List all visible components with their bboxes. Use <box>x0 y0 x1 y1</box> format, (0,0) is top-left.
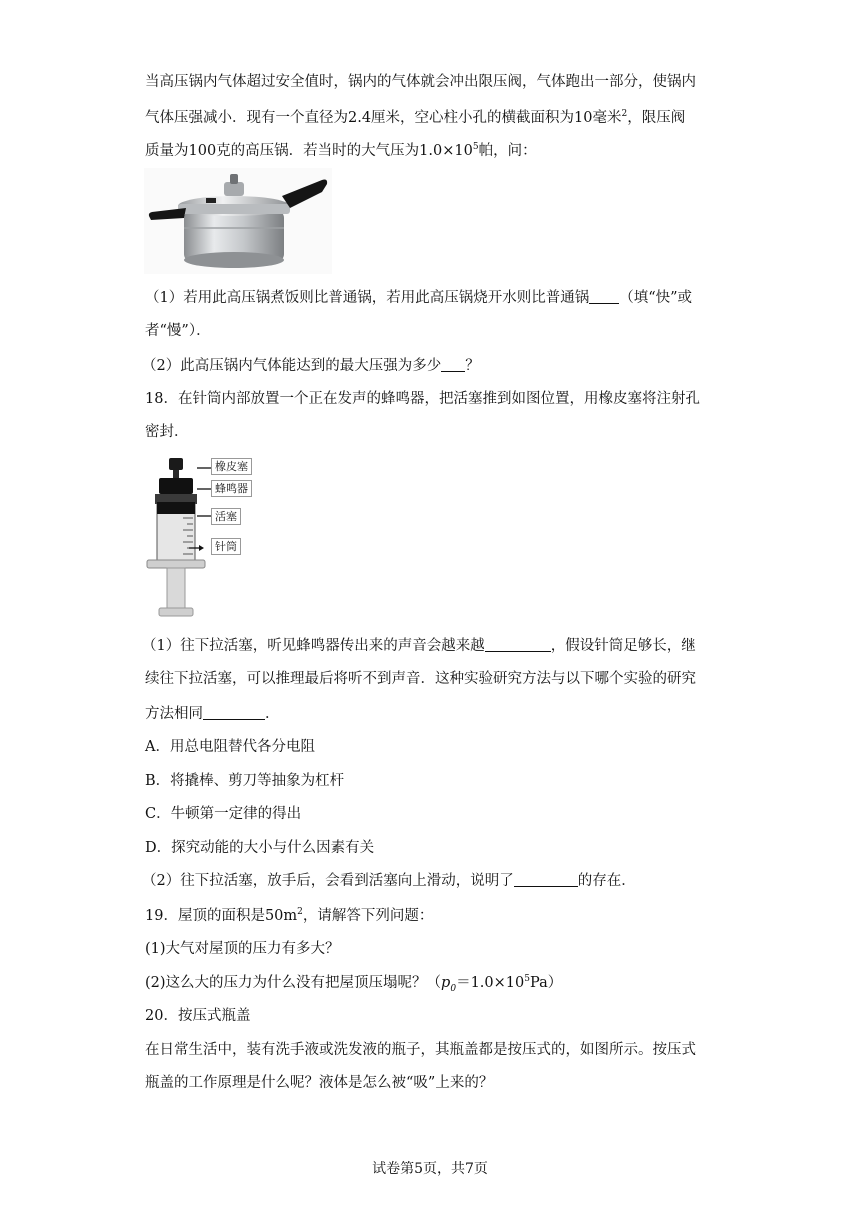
q19-intro: 19．屋顶的面积是$50m^2$，请解答下列问题： <box>145 907 434 924</box>
q18-option-d: D．探究动能的大小与什么因素有关 <box>145 840 375 856</box>
answer-blank[interactable] <box>485 637 551 652</box>
q20-body-line2: 瓶盖的工作原理是什么呢？液体是怎么被“吸”上来的？ <box>145 1075 494 1091</box>
q18-sub1-line1: （1）往下拉活塞，听见蜂鸣器传出来的声音会越来越 ，假设针筒足够长，继 <box>142 638 696 654</box>
q18-sub1-line2: 续往下拉活塞，可以推理最后将听不到声音．这种实验研究方法与以下哪个实验的研究 <box>145 671 696 687</box>
answer-blank[interactable] <box>589 289 619 304</box>
label-buzzer: 蜂鸣器 <box>211 480 252 497</box>
q17-sub2: （2）此高压锅内气体能达到的最大压强为多少 ？ <box>142 358 480 374</box>
pressure-cooker-image <box>144 168 332 274</box>
q17-intro-line2: 气体压强减小．现有一个直径为2.4厘米，空心柱小孔的横截面积为10毫米$^2$，限压阀 <box>145 109 686 126</box>
q18-option-c: C．牛顿第一定律的得出 <box>145 806 302 822</box>
q18-sub2: （2）往下拉活塞，放手后，会看到活塞向上滑动，说明了 的存在． <box>142 873 636 889</box>
q17-intro-line1: 当高压锅内气体超过安全值时，锅内的气体就会冲出限压阀，气体跑出一部分，使锅内 <box>145 74 696 90</box>
label-rubber-stopper: 橡皮塞 <box>211 458 252 475</box>
syringe-figure <box>145 456 265 622</box>
q20-body-line1: 在日常生活中，装有洗手液或洗发液的瓶子，其瓶盖都是按压式的，如图所示。按压式 <box>145 1042 696 1058</box>
q17-intro-line3: 质量为100克的高压锅．若当时的大气压为$1.0\times 10^5$帕，问： <box>145 142 537 159</box>
q17-sub1-line2: 者“慢”）． <box>145 323 211 339</box>
q20-title: 20．按压式瓶盖 <box>145 1008 251 1024</box>
page-footer: 试卷第5页，共7页 <box>372 1161 488 1177</box>
q17-sub1-line1: （1）若用此高压锅煮饭则比普通锅，若用此高压锅烧开水则比普通锅 （填“快”或 <box>145 290 693 306</box>
answer-blank[interactable] <box>514 872 578 887</box>
q19-sub2: (2)这么大的压力为什么没有把屋顶压塌呢？$(p_0=1.0\times 10^5Pa)$ <box>145 974 563 994</box>
label-piston: 活塞 <box>211 508 241 525</box>
answer-blank[interactable] <box>441 357 465 372</box>
label-barrel: 针筒 <box>211 538 241 555</box>
q18-option-b: B．将撬棒、剪刀等抽象为杠杆 <box>145 773 345 789</box>
q18-option-a: A．用总电阻替代各分电阻 <box>145 739 315 755</box>
q18-intro-line1: 18．在针筒内部放置一个正在发声的蜂鸣器，把活塞推到如图位置，用橡皮塞将注射孔 <box>145 391 700 407</box>
answer-blank[interactable] <box>203 705 265 720</box>
q18-sub1-line3: 方法相同 ． <box>145 706 280 722</box>
q19-sub1: (1)大气对屋顶的压力有多大？ <box>145 941 340 957</box>
q18-intro-line2: 密封． <box>145 424 189 440</box>
